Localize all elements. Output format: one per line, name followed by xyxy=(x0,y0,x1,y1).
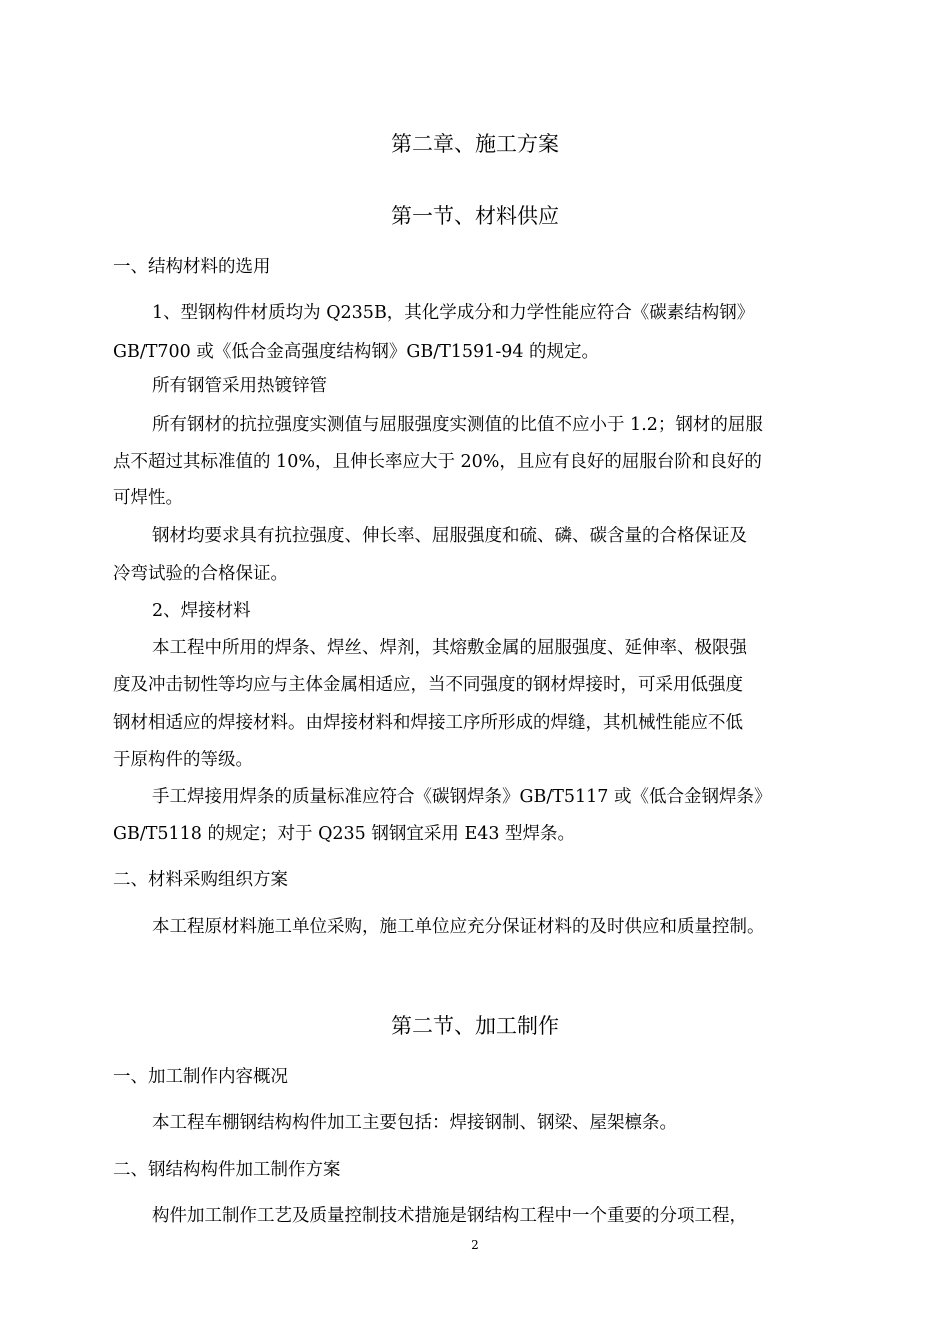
paragraph-line: 度及冲击韧性等均应与主体金属相适应，当不同强度的钢材焊接时，可采用低强度 xyxy=(113,675,743,695)
paragraph-line: 所有钢材的抗拉强度实测值与屈服强度实测值的比值不应小于 1.2；钢材的屈服 xyxy=(152,415,763,435)
paragraph-line: 所有钢管采用热镀锌管 xyxy=(152,376,327,396)
paragraph-line: 可焊性。 xyxy=(113,488,183,508)
paragraph-line: 本工程中所用的焊条、焊丝、焊剂，其熔敷金属的屈服强度、延伸率、极限强 xyxy=(152,638,747,658)
section2-title: 第二节、加工制作 xyxy=(391,1014,559,1038)
section1-title: 第一节、材料供应 xyxy=(391,204,559,228)
paragraph-line: GB/T5118 的规定；对于 Q235 钢钢宜采用 E43 型焊条。 xyxy=(113,824,576,844)
paragraph-line: 钢材均要求具有抗拉强度、伸长率、屈服强度和硫、磷、碳含量的合格保证及 xyxy=(152,526,747,546)
paragraph-line: 于原构件的等级。 xyxy=(113,750,253,770)
paragraph-line: 本工程车棚钢结构构件加工主要包括：焊接钢制、钢梁、屋架檩条。 xyxy=(152,1113,677,1133)
subheading: 2、焊接材料 xyxy=(152,601,251,621)
page-number: 2 xyxy=(471,1238,479,1252)
paragraph-line: GB/T700 或《低合金高强度结构钢》GB/T1591-94 的规定。 xyxy=(113,342,600,362)
paragraph-line: 构件加工制作工艺及质量控制技术措施是钢结构工程中一个重要的分项工程， xyxy=(152,1206,747,1226)
paragraph-line: 冷弯试验的合格保证。 xyxy=(113,564,288,584)
section2-heading-2: 二、钢结构构件加工制作方案 xyxy=(113,1160,341,1180)
section2-heading-1: 一、加工制作内容概况 xyxy=(113,1067,288,1087)
paragraph-line: 钢材相适应的焊接材料。由焊接材料和焊接工序所形成的焊缝，其机械性能应不低 xyxy=(113,713,743,733)
section1-heading-1: 一、结构材料的选用 xyxy=(113,257,271,277)
paragraph-line: 本工程原材料施工单位采购，施工单位应充分保证材料的及时供应和质量控制。 xyxy=(152,917,765,937)
paragraph-line: 点不超过其标准值的 10%，且伸长率应大于 20%，且应有良好的屈服台阶和良好的 xyxy=(113,452,762,472)
chapter-title: 第二章、施工方案 xyxy=(391,132,559,156)
paragraph-line: 手工焊接用焊条的质量标准应符合《碳钢焊条》GB/T5117 或《低合金钢焊条》 xyxy=(152,787,772,807)
paragraph-line: 1、型钢构件材质均为 Q235B，其化学成分和力学性能应符合《碳素结构钢》 xyxy=(152,303,755,323)
section1-heading-2: 二、材料采购组织方案 xyxy=(113,870,288,890)
